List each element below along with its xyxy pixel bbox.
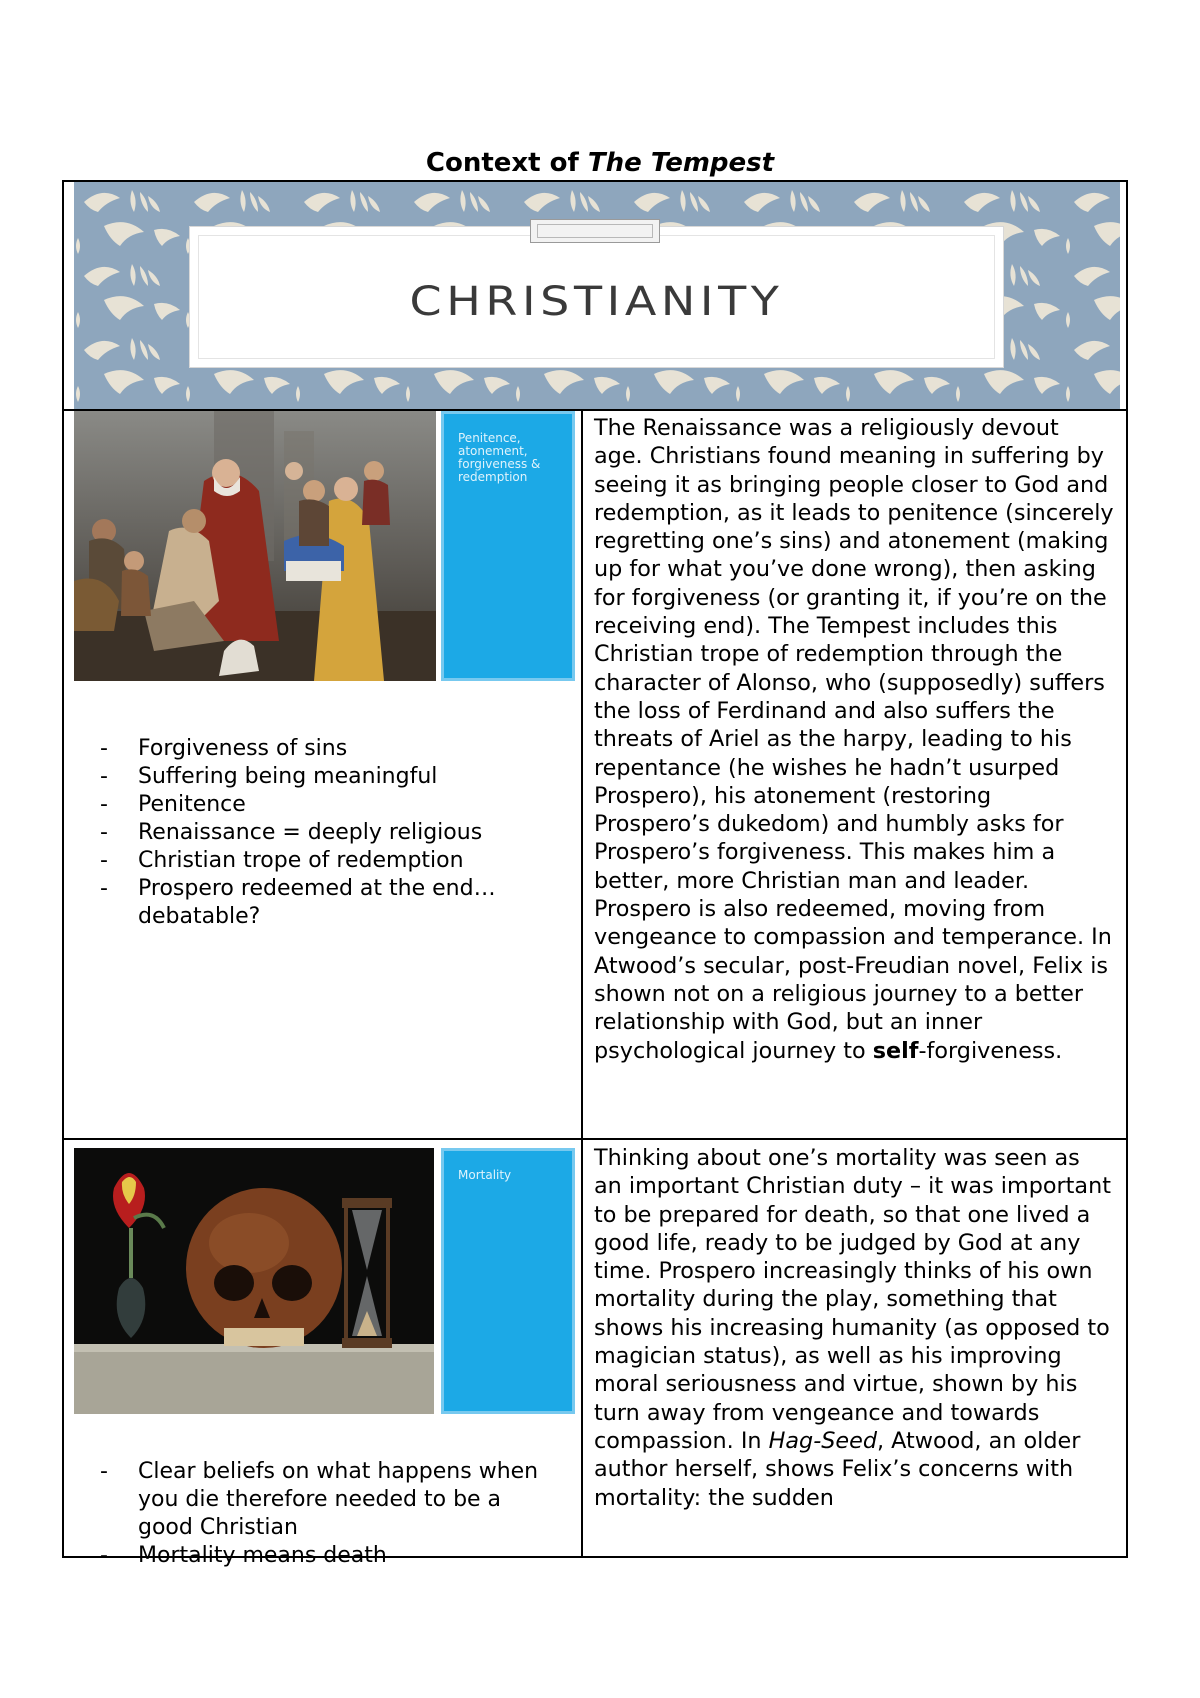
list-item: - Renaissance = deeply religious [100,819,560,847]
paragraph-text-end: -forgiveness. [918,1037,1063,1064]
paragraph-text: Thinking about one’s mortality was seen as an important Christian duty – it was important to be prepared for death, so that one lived a good life, ready to be judged by God at any time. Prospero increasingly thinks of his own mortality during the play, something that shows his increasing humanity (as opposed to magician status), as well as his improving moral seriousness and virtue, shown by his turn away from vengeance and towards compassion. In [594,1145,1111,1454]
mortality-paragraph [594,1144,1114,1512]
list-item: - Mortality means death [100,1542,560,1570]
title-prefix: Context of [425,148,588,178]
paragraph-italic-text: Hag-Seed [768,1427,877,1454]
title-card-tab [530,219,660,243]
christianity-paragraph [594,414,1114,1065]
paragraph-text: The Renaissance was a religiously devout age. Christians found meaning in suffering by seeing it as bringing people closer to God and redemption, as it leads to penitence (sincerely regretting one’s sins) and atonement (making up for what you’ve done wrong), then asking for forgiveness (or granting it, if you’re on the receiving end). The Tempest includes this Christian trope of redemption through the character of Alonso, who (supposedly) suffers the loss of Ferdinand and also suffers the threats of Ariel as the harpy, leading to his repentance (he wishes he hadn’t usurped Prospero), his atonement (restoring Prospero’s dukedom) and humbly asks for Prospero’s forgiveness. This makes him a better, more Christian man and leader. Prospero is also redeemed, moving from vengeance to compassion and temperance. In Atwood’s secular, post-Freudian novel, Felix is shown not on a religious journey to a better relationship with God, but an inner psychological journey to [594,415,1114,1064]
paragraph-text-end: , Atwood, an older author herself, shows Felix’s concerns with mortality: the sudden [594,1427,1081,1511]
mortality-label-panel: Mortality [441,1148,575,1414]
penitence-label-panel: Penitence, atonement, forgiveness & redemption [441,411,575,681]
document-title [0,146,1200,180]
paragraph-bold-text: self [872,1037,919,1064]
row-divider-2 [64,1138,1126,1140]
prodigal-son-painting [74,411,436,681]
banner-heading: CHRISTIANITY [409,279,784,325]
title-italic: The Tempest [587,148,775,178]
list-item: - Penitence [100,791,560,819]
list-item: - Christian trope of redemption [100,847,560,875]
section1-bullet-list [100,735,560,931]
list-item: - Forgiveness of sins [100,735,560,763]
list-item: - Prospero redeemed at the end… debatable? [100,875,560,931]
column-divider [581,411,583,1556]
section2-bullet-list [100,1458,560,1570]
title-card [189,226,1004,368]
list-item: - Clear beliefs on what happens when you die therefore needed to be a good Christian [100,1458,560,1542]
christianity-banner [74,182,1120,409]
vanitas-still-life-painting [74,1148,434,1414]
context-table [62,180,1128,1568]
list-item: - Suffering being meaningful [100,763,560,791]
